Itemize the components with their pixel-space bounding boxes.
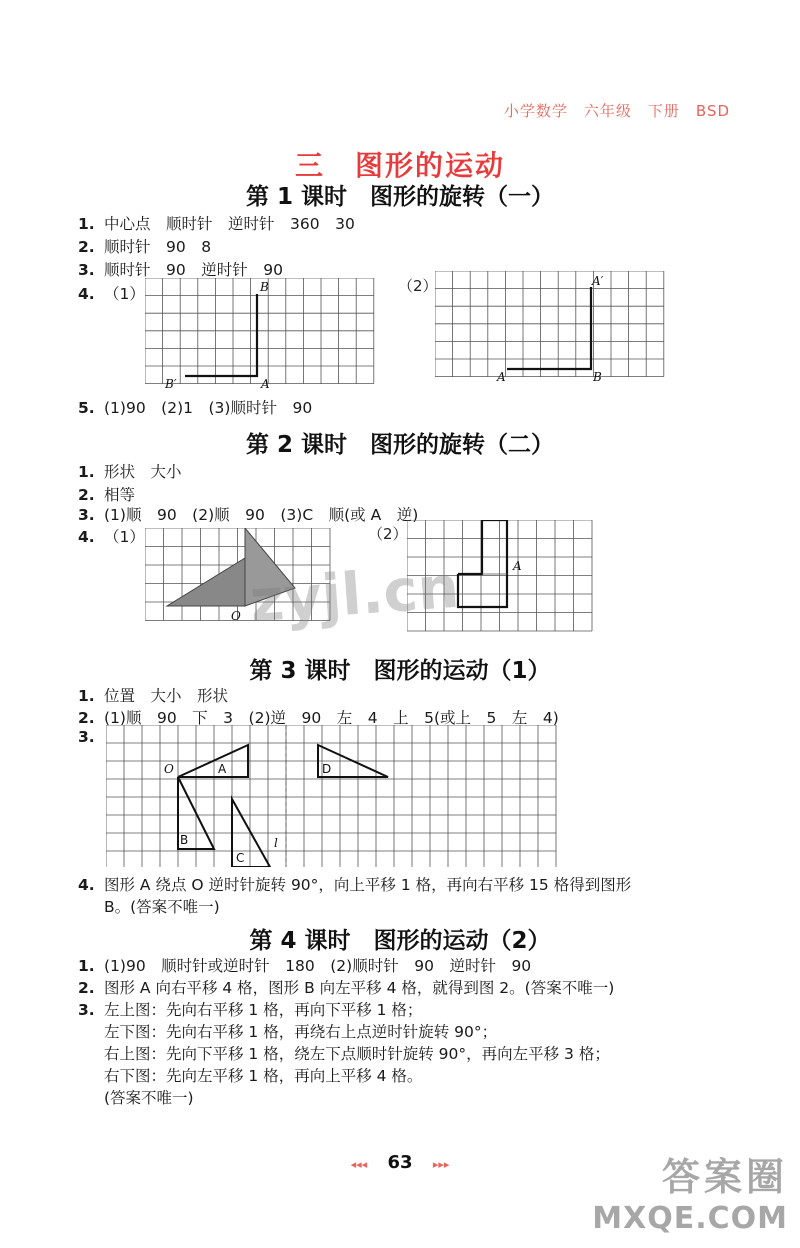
lesson-4-answer-3-note: (答案不唯一) <box>104 1089 194 1107</box>
label-b: B <box>180 833 189 847</box>
lesson-3-answer-4: 4. 图形 A 绕点 O 逆时针旋转 90°，向上平移 1 格，再向右平移 15 格得到图形 <box>78 876 632 894</box>
lesson-2-answer-3: 3. (1)顺 90 (2)顺 90 (3)C 顺(或 A 逆) <box>78 506 419 524</box>
motion-grid <box>106 725 566 867</box>
point-b-label-2: B <box>593 370 602 384</box>
rotation-grid-2 <box>435 271 667 389</box>
rotated-line-figure <box>185 294 257 376</box>
lesson-1-answer-4: 4. （1） <box>78 285 145 303</box>
grid-lines <box>106 725 556 867</box>
lesson-3-title: 第 3 课时 图形的运动（1） <box>249 658 551 684</box>
lesson-1-title: 第 1 课时 图形的旋转（一） <box>245 184 555 210</box>
lesson-3-answer-2: 2. (1)顺 90 下 3 (2)逆 90 左 4 上 5(或上 5 左 4) <box>78 709 559 727</box>
grid-lines <box>435 271 664 377</box>
lesson-1-fig-part-2: （2） <box>398 277 438 295</box>
label-d: D <box>322 762 332 776</box>
point-o-label-2: O <box>164 762 174 776</box>
page-arrows-right-icon: ▸▸▸ <box>432 1158 450 1171</box>
lesson-3-answer-3: 3. <box>78 728 95 746</box>
rotation-grid-1 <box>145 278 377 396</box>
lesson-1-answer-2: 2. 顺时针 90 8 <box>78 238 212 256</box>
book-header: 小学数学 六年级 下册 BSD <box>503 102 730 120</box>
point-a-label: A <box>261 377 270 391</box>
point-a-prime-label: A′ <box>592 274 604 288</box>
label-a: A <box>218 762 227 776</box>
lesson-2-fig-part-2: （2） <box>368 525 408 543</box>
point-a-label-2: A <box>497 370 506 384</box>
lesson-4-answer-3-line-2: 左下图：先向右平移 1 格，再绕右上点逆时针旋转 90°； <box>104 1023 498 1041</box>
lesson-1-answer-5: 5. (1)90 (2)1 (3)顺时针 90 <box>78 399 313 417</box>
lesson-2-answer-4: 4. （1） <box>78 528 145 546</box>
lesson-4-answer-3-line-3: 右上图：先向下平移 1 格，绕左下点顺时针旋转 90°，再向左平移 3 格； <box>104 1045 610 1063</box>
label-c: C <box>236 851 245 865</box>
point-b-label: B <box>260 280 269 294</box>
page-arrows-left-icon: ◂◂◂ <box>350 1158 368 1171</box>
watermark-center: zyjl.cn <box>247 552 462 636</box>
lesson-4-answer-3: 3. 左上图：先向右平移 1 格，再向下平移 1 格； <box>78 1001 423 1019</box>
lesson-1-answer-3: 3. 顺时针 90 逆时针 90 <box>78 261 283 279</box>
lesson-3-answer-4-cont: B。(答案不唯一) <box>104 898 220 916</box>
lesson-2-title: 第 2 课时 图形的旋转（二） <box>245 432 555 458</box>
point-a-label-3: A <box>513 559 522 573</box>
label-l: l <box>274 836 278 850</box>
lesson-4-answer-3-line-4: 右下图：先向左平移 1 格，再向上平移 4 格。 <box>104 1067 423 1085</box>
rotated-line-figure-2 <box>507 287 591 369</box>
lesson-4-answer-1: 1. (1)90 顺时针或逆时针 180 (2)顺时针 90 逆时针 90 <box>78 957 532 975</box>
lesson-4-title: 第 4 课时 图形的运动（2） <box>249 928 551 954</box>
lesson-3-answer-1: 1. 位置 大小 形状 <box>78 687 229 705</box>
point-b-prime-label: B′ <box>165 377 177 391</box>
point-o-label: O <box>231 609 241 623</box>
lesson-2-answer-2: 2. 相等 <box>78 486 136 504</box>
chapter-title: 三 图形的运动 <box>294 149 505 182</box>
lesson-1-answer-1: 1. 中心点 顺时针 逆时针 360 30 <box>78 215 355 233</box>
lesson-4-answer-2: 2. 图形 A 向右平移 4 格，图形 B 向左平移 4 格，就得到图 2。(答案不唯一) <box>78 979 615 997</box>
watermark-brand: 答案圈 MXQE.COM <box>592 1155 788 1236</box>
page-number: ◂◂◂ 63 ▸▸▸ <box>350 1152 450 1173</box>
lesson-2-answer-1: 1. 形状 大小 <box>78 463 182 481</box>
